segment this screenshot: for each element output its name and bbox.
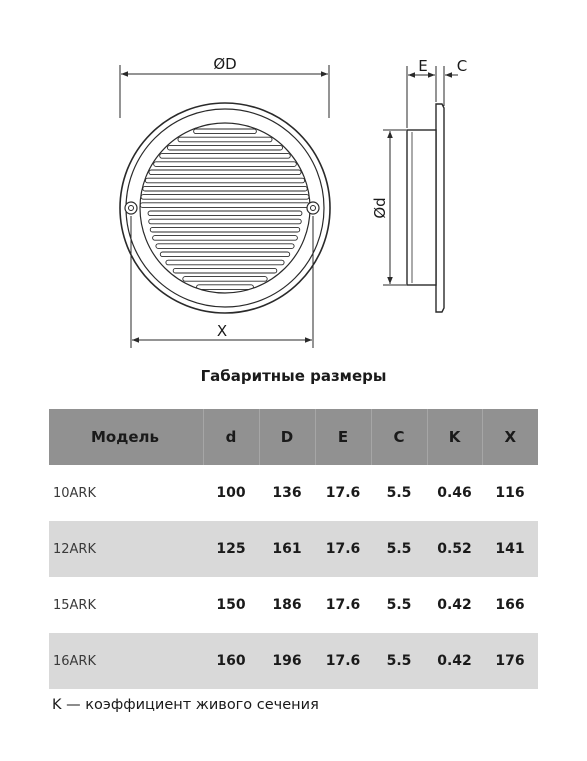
cell-model: 12ARK [49, 521, 203, 577]
cell-K: 0.42 [437, 597, 472, 613]
louver-slat [150, 227, 300, 232]
cell-K: 0.42 [427, 633, 482, 689]
col-header-D: D [259, 409, 315, 465]
cell-K: 0.46 [437, 485, 472, 501]
label-e: E [418, 57, 428, 75]
label-inner-diameter: Ød [371, 197, 389, 219]
cell-D: 196 [259, 633, 315, 689]
cell-D: 186 [272, 597, 302, 613]
cell-E: 17.6 [315, 521, 371, 577]
cell-X: 141 [482, 521, 538, 577]
louver-slat [194, 129, 257, 134]
table-row [49, 577, 538, 633]
front-view [120, 55, 330, 348]
side-flange [436, 104, 444, 312]
col-header-X: X [482, 409, 538, 465]
label-outer-diameter: ØD [213, 55, 237, 73]
louver-slat [160, 252, 289, 257]
col-header-C: C [371, 409, 427, 465]
mounting-hole-left [125, 202, 137, 214]
louver-slat [173, 268, 277, 273]
cell-d: 160 [203, 633, 259, 689]
louver-slat [183, 277, 267, 282]
cell-E: 17.6 [325, 485, 361, 501]
label-x: X [216, 322, 228, 340]
footnote: K — коэффициент живого сечения [52, 697, 319, 713]
louver-slat [149, 219, 302, 224]
louver-slat [140, 203, 310, 208]
louver-slat [149, 170, 301, 175]
cell-D: 136 [272, 485, 302, 501]
louver-slat [168, 145, 283, 150]
louver-slat [143, 186, 307, 191]
cell-C: 5.5 [371, 633, 427, 689]
table-row [49, 521, 538, 577]
cell-d: 100 [216, 485, 246, 501]
col-header-model: Модель [49, 409, 203, 465]
table-header-row [49, 409, 538, 465]
col-header-d: d [203, 409, 259, 465]
spec-title: Габаритные размеры [200, 367, 387, 385]
cell-K: 0.52 [427, 521, 482, 577]
cell-X: 166 [495, 597, 525, 613]
louver-slat [178, 137, 272, 142]
louver-slat [156, 244, 294, 249]
louver-slat [148, 211, 302, 216]
label-c: C [456, 57, 468, 75]
col-header-K: K [427, 409, 482, 465]
side-view [371, 57, 467, 312]
louver-slat [141, 195, 309, 200]
cell-model: 10ARK [53, 485, 96, 501]
col-header-E: E [315, 409, 371, 465]
cell-X: 116 [495, 485, 525, 501]
cell-E: 17.6 [315, 633, 371, 689]
cell-d: 150 [216, 597, 246, 613]
louver-slat [160, 154, 291, 159]
cell-C: 5.5 [386, 485, 412, 501]
cell-C: 5.5 [371, 521, 427, 577]
louver-slat [145, 178, 304, 183]
mounting-hole-right [307, 202, 319, 214]
cell-C: 5.5 [386, 597, 412, 613]
cell-D: 161 [259, 521, 315, 577]
cell-d: 125 [203, 521, 259, 577]
cell-E: 17.6 [325, 597, 361, 613]
technical-drawing [0, 0, 587, 360]
louver-slat [197, 285, 254, 290]
spec-table [49, 409, 538, 689]
side-collar [407, 130, 436, 285]
cell-X: 176 [482, 633, 538, 689]
table-row [49, 633, 538, 689]
louver-slat [166, 260, 284, 265]
cell-model: 16ARK [49, 633, 203, 689]
louver-slat [153, 236, 298, 241]
table-row [49, 465, 538, 521]
louver-slat [154, 162, 297, 167]
cell-model: 15ARK [53, 597, 96, 613]
